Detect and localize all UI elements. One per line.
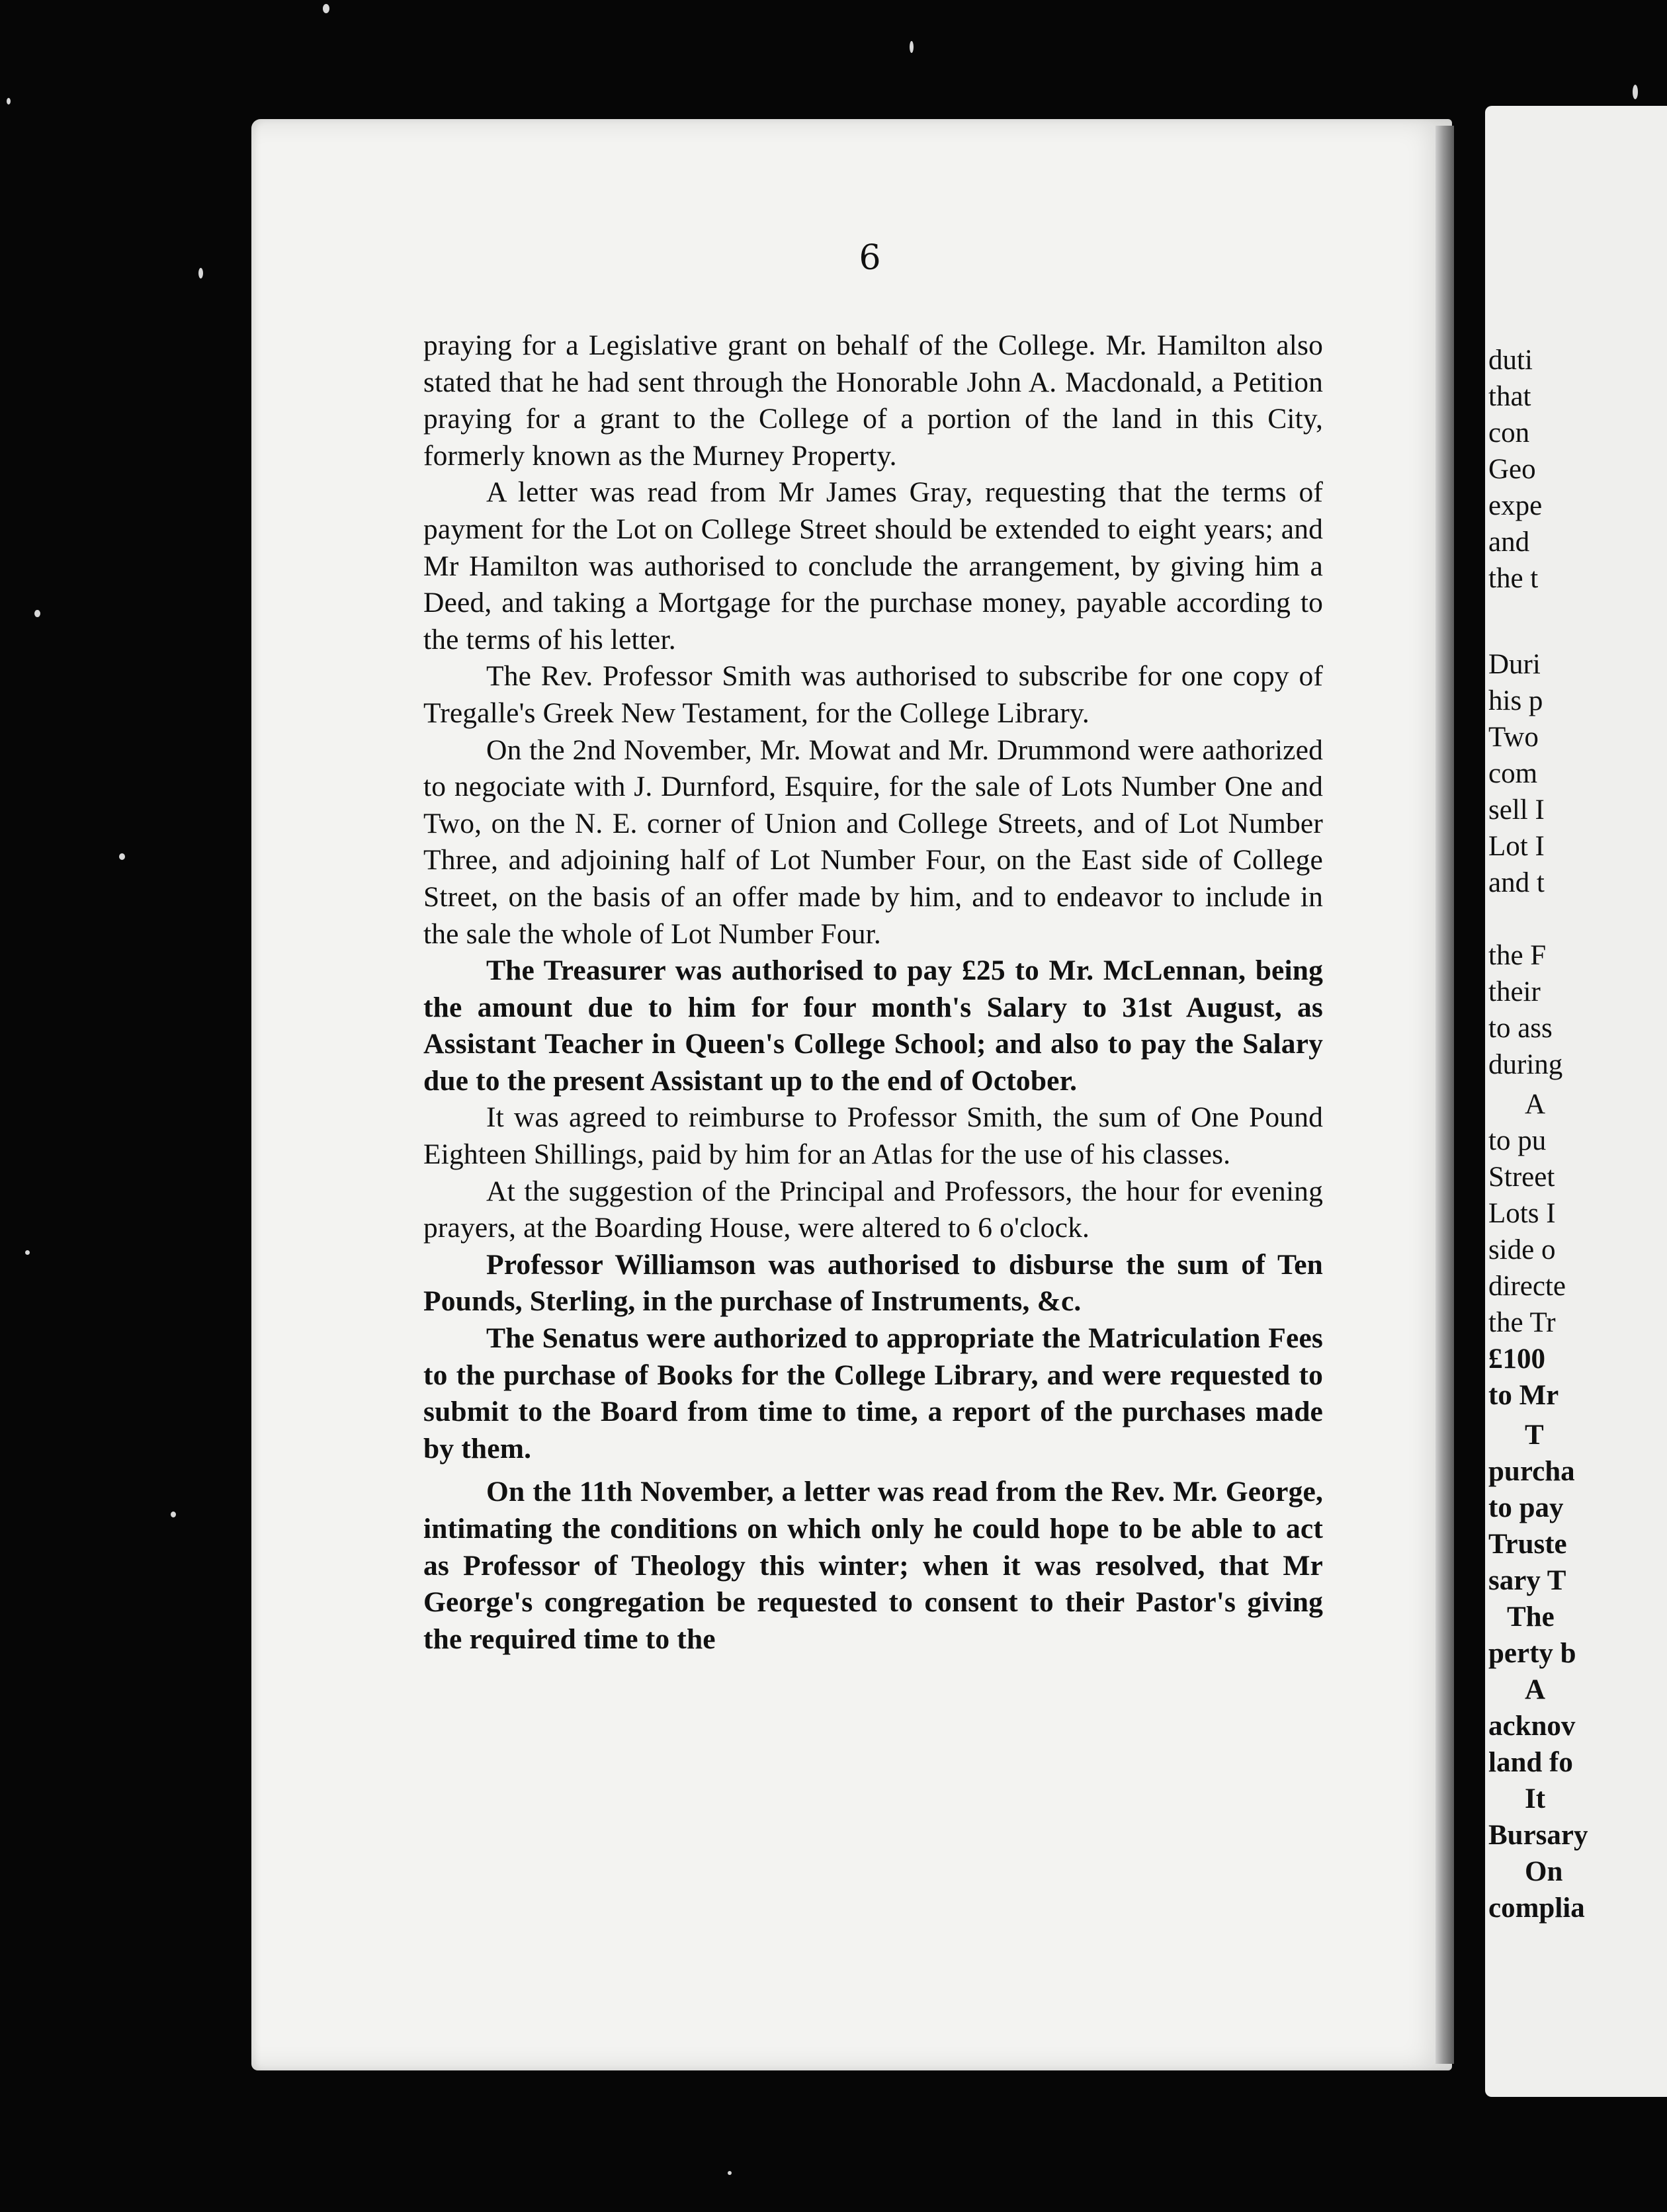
facing-page-line: to Mr xyxy=(1488,1380,1559,1411)
dust-speck xyxy=(198,268,203,278)
facing-page-line: the t xyxy=(1488,563,1539,594)
paragraph: It was agreed to reimburse to Professor Smith, the sum of One Pound Eighteen Shillings, paid by him for an Atlas for the use of his classes. xyxy=(423,1101,1323,1171)
facing-page-line: that xyxy=(1488,381,1531,412)
facing-page-line: during xyxy=(1488,1049,1563,1080)
facing-page-line: Lot I xyxy=(1488,831,1545,862)
dust-speck xyxy=(171,1511,176,1517)
facing-page-line: sell I xyxy=(1488,794,1545,826)
facing-page-line: perty b xyxy=(1488,1638,1576,1669)
paragraph: praying for a Legislative grant on behalf of the College. Mr. Hamilton also stated that he had sent through the Honorable John A. Macdonald, a Petition praying for a grant to the College of a portion of the land in this City, formerly known as the Murney Property. xyxy=(423,329,1323,472)
facing-page-line: land fo xyxy=(1488,1747,1573,1778)
facing-page-line: and t xyxy=(1488,867,1545,898)
facing-page-line: con xyxy=(1488,417,1530,448)
dust-speck xyxy=(1633,85,1638,99)
facing-page-line: Geo xyxy=(1488,454,1536,485)
paragraph: On the 2nd November, Mr. Mowat and Mr. Drummond were aathorized to negociate with J. Durnford, Esquire, for the sale of Lots Number One and Two, on the N. E. corner of Union and College Streets, and of Lot Number Three, and adjoining half of Lot Number Four, on the East side of College Street, on the basis of an offer made by him, and to endeavor to include in the sale the whole of Lot Number Four. xyxy=(423,734,1323,950)
paragraph: The Rev. Professor Smith was authorised to subscribe for one copy of Tregalle's Greek New Testament, for the College Library. xyxy=(423,660,1323,729)
facing-page-line: A xyxy=(1525,1674,1546,1705)
facing-page-line: Lots I xyxy=(1488,1198,1556,1229)
facing-page-line: directe xyxy=(1488,1271,1566,1302)
dust-speck xyxy=(119,853,125,860)
facing-page-line: Two xyxy=(1488,722,1539,753)
paragraph: The Senatus were authorized to appropriate the Matriculation Fees to the purchase of Books for the College Library, and were requested to submit to the Board from time to time, a report of the purchases made by them. xyxy=(423,1322,1323,1465)
dust-speck xyxy=(323,4,329,13)
paragraph: At the suggestion of the Principal and Professors, the hour for evening prayers, at the Boarding House, were altered to 6 o'clock. xyxy=(423,1175,1323,1244)
facing-page-line: Duri xyxy=(1488,649,1541,680)
facing-page-line: to pay xyxy=(1488,1492,1564,1523)
facing-page-line: and xyxy=(1488,527,1530,558)
facing-page-line: The xyxy=(1507,1601,1555,1633)
facing-page-line: to ass xyxy=(1488,1013,1553,1044)
facing-page-line: expe xyxy=(1488,490,1543,521)
facing-page-line: acknov xyxy=(1488,1711,1576,1742)
page-body-text xyxy=(423,327,1323,1658)
page-gutter-shadow xyxy=(1435,126,1454,2064)
dust-speck xyxy=(25,1250,30,1255)
dust-speck xyxy=(728,2171,732,2175)
dust-speck xyxy=(7,98,11,105)
facing-page-line: com xyxy=(1488,758,1538,789)
facing-page-line: It xyxy=(1525,1783,1546,1814)
paragraph: A letter was read from Mr James Gray, requesting that the terms of payment for the Lot on College Street should be extended to eight years; and Mr Hamilton was authorised to conclude the arrangement, by giving him a Deed, and taking a Mortgage for the purchase money, payable according to the terms of his letter. xyxy=(423,476,1323,656)
facing-page-line: A xyxy=(1525,1089,1546,1120)
facing-page-line: Truste xyxy=(1488,1529,1567,1560)
facing-page-line: complia xyxy=(1488,1893,1585,1924)
facing-page-line: T xyxy=(1525,1420,1544,1451)
facing-page-line: Street xyxy=(1488,1162,1555,1193)
facing-page-line: Bursary xyxy=(1488,1820,1588,1851)
facing-page-line: purcha xyxy=(1488,1456,1575,1487)
page-number: 6 xyxy=(859,238,881,278)
paragraph: Professor Williamson was authorised to disburse the sum of Ten Pounds, Sterling, in the purchase of Instruments, &c. xyxy=(423,1248,1323,1318)
facing-page-line: the Tr xyxy=(1488,1307,1556,1338)
facing-page-line: the F xyxy=(1488,940,1547,971)
facing-page-line: £100 xyxy=(1488,1343,1545,1375)
facing-page-line: On xyxy=(1525,1856,1563,1887)
paragraph: On the 11th November, a letter was read from the Rev. Mr. George, intimating the conditions on which only he could hope to be able to act as Professor of Theology this winter; when it was resolved, that Mr George's congregation be requested to consent to their Pastor's giving the required time to the xyxy=(423,1476,1323,1655)
paragraph: The Treasurer was authorised to pay £25 to Mr. McLennan, being the amount due to him for four month's Salary to 31st August, as Assistant Teacher in Queen's College School; and also to pay the Salary due to the present Assistant up to the end of October. xyxy=(423,955,1323,1097)
facing-page-line: his p xyxy=(1488,685,1543,716)
facing-page-line: sary T xyxy=(1488,1565,1566,1596)
facing-page-line: their xyxy=(1488,976,1541,1007)
dust-speck xyxy=(34,610,40,617)
facing-page-line: duti xyxy=(1488,345,1533,376)
dust-speck xyxy=(910,41,914,53)
facing-page-line: to pu xyxy=(1488,1125,1547,1156)
facing-page-line: side o xyxy=(1488,1234,1556,1265)
